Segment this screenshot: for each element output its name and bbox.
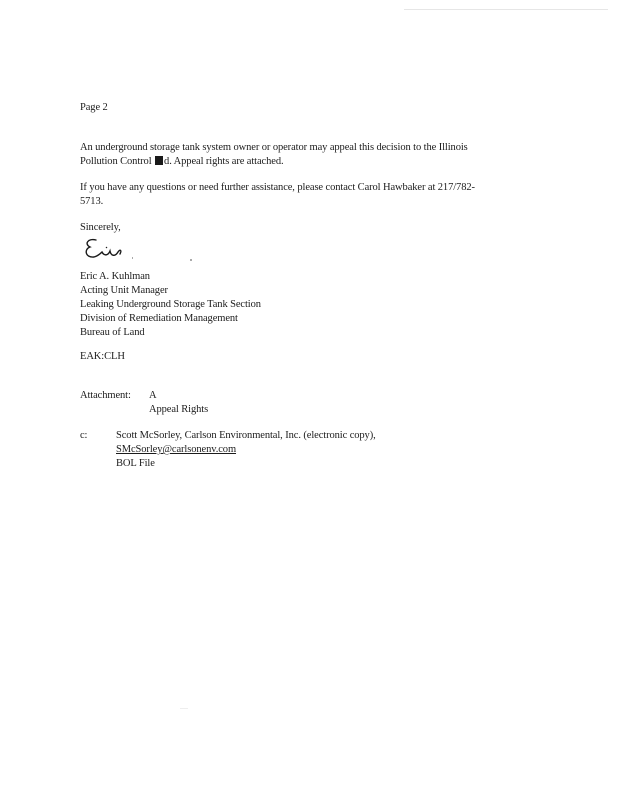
salutation: Sincerely, xyxy=(80,222,121,233)
questions-paragraph-line2: 5713. xyxy=(80,196,104,207)
appeal-paragraph-line1: An underground storage tank system owner or operator may appeal this decision to the Illinois xyxy=(80,142,468,153)
attachment-description: Appeal Rights xyxy=(149,404,209,415)
cc-file: BOL File xyxy=(116,458,155,469)
attachment-label: Attachment: xyxy=(80,390,131,401)
page-label: Page 2 xyxy=(80,102,108,113)
division-name: Division of Remediation Management xyxy=(80,313,238,324)
signer-name: Eric A. Kuhlman xyxy=(80,271,150,282)
questions-paragraph-line1: If you have any questions or need further assistance, please contact Carol Hawbaker at 217/782- xyxy=(80,182,475,193)
cc-email-link[interactable]: SMcSorley@carlsonenv.com xyxy=(116,444,237,455)
redaction-mark xyxy=(155,156,163,165)
appeal-line2-end: d. Appeal rights are attached. xyxy=(164,156,284,167)
initials: EAK:CLH xyxy=(80,351,125,362)
signer-title: Acting Unit Manager xyxy=(80,285,168,296)
handwritten-signature xyxy=(82,234,202,266)
appeal-paragraph-line2 xyxy=(80,155,284,169)
bureau-name: Bureau of Land xyxy=(80,327,145,338)
scan-artifact-bottom xyxy=(180,708,188,709)
cc-recipient: Scott McSorley, Carlson Environmental, Inc. (electronic copy), xyxy=(116,430,376,441)
section-name: Leaking Underground Storage Tank Section xyxy=(80,299,261,310)
scan-artifact-top xyxy=(404,9,608,10)
attachment-letter: A xyxy=(149,390,157,401)
cc-label: c: xyxy=(80,430,88,441)
appeal-line2-start: Pollution Control xyxy=(80,156,155,167)
